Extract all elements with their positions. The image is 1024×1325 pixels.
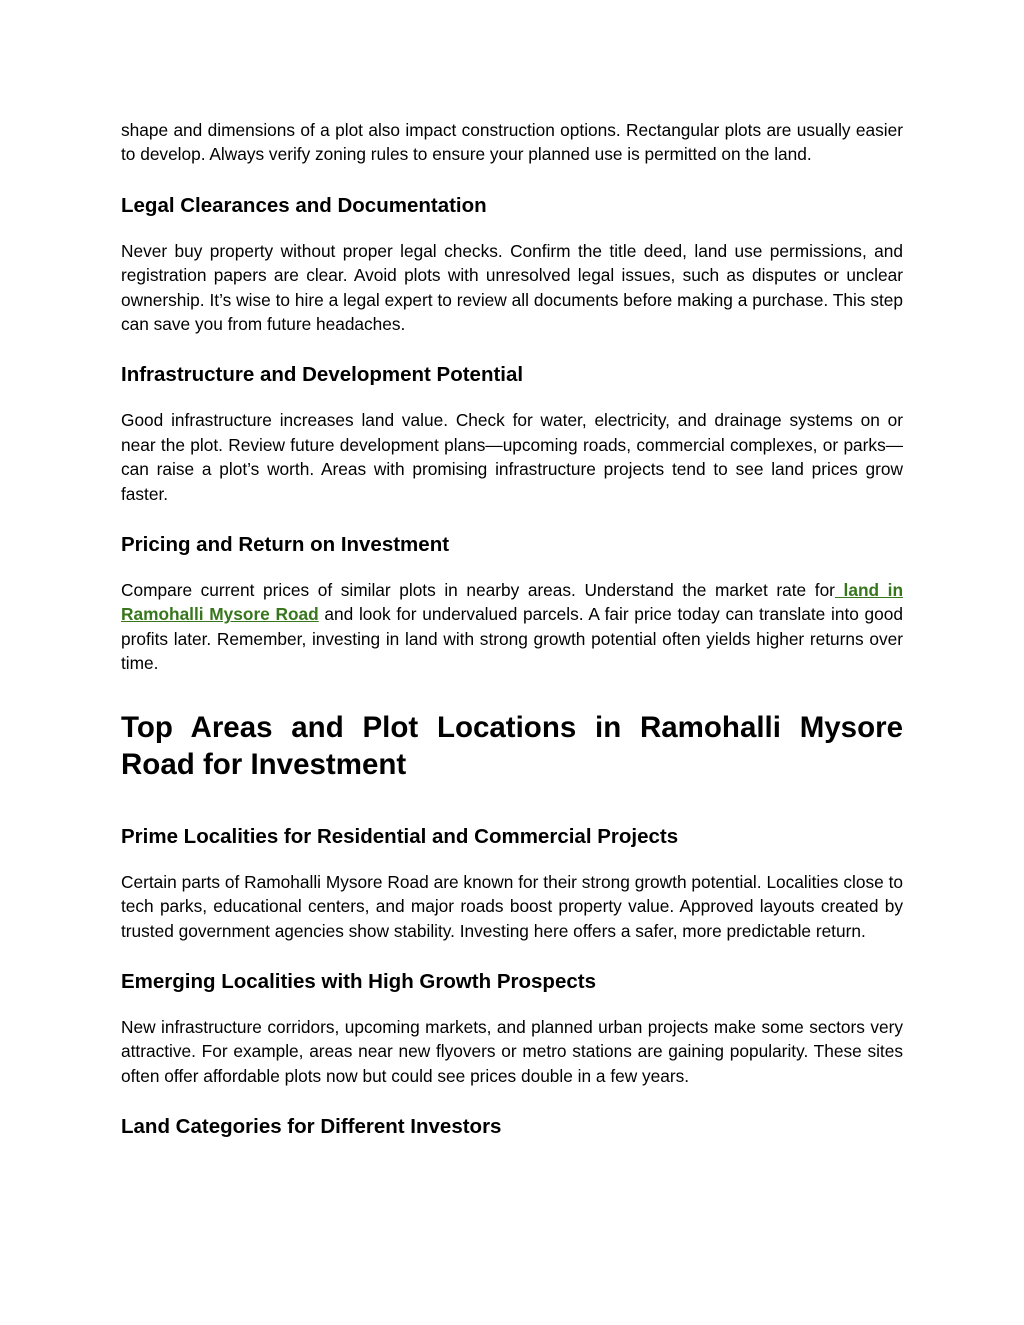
legal-paragraph: Never buy property without proper legal checks. Confirm the title deed, land use permissions, and registration papers are clear. Avoid plots with unresolved legal issues, such as disputes or unclear ownership. It’s wise to hire a legal expert to review all documents before making a purchase. This step can save you from future headaches. — [121, 240, 903, 335]
document-page — [121, 118, 903, 1141]
infrastructure-paragraph: Good infrastructure increases land value. Check for water, electricity, and drainage systems on or near the plot. Review future development plans—upcoming roads, commercial complexes, or parks—can raise a plot’s worth. Areas with promising infrastructure projects tend to see land prices grow faster. — [121, 410, 903, 504]
land-in-ramohalli-link[interactable]: land in Ramohalli Mysore Road — [121, 580, 904, 625]
infrastructure-heading: Infrastructure and Development Potential — [121, 363, 524, 387]
prime-localities-heading: Prime Localities for Residential and Commercial Projects — [121, 824, 679, 848]
pricing-text-after-link: and look for undervalued parcels. A fair price today can translate into good profits later. Remember, investing in land with strong growth potential often yields higher returns over time. — [121, 604, 904, 674]
pricing-heading: Pricing and Return on Investment — [121, 533, 450, 557]
legal-heading: Legal Clearances and Documentation — [121, 193, 487, 217]
prime-localities-paragraph: Certain parts of Ramohalli Mysore Road are known for their strong growth potential. Localities close to tech parks, educational centers, and major roads boost property value. Approved layouts created by trusted government agencies show stability. Investing here offers a safer, more predictable return. — [121, 871, 903, 941]
intro-paragraph: shape and dimensions of a plot also impact construction options. Rectangular plots are usually easier to develop. Always verify zoning rules to ensure your planned use is permitted on the land. — [121, 120, 903, 165]
emerging-localities-paragraph: New infrastructure corridors, upcoming markets, and planned urban projects make some sectors very attractive. For example, areas near new flyovers or metro stations are gaining popularity. These sites often offer affordable plots now but could see prices double in a few years. — [121, 1016, 903, 1086]
pricing-paragraph — [121, 578, 903, 676]
pricing-text-before-link: Compare current prices of similar plots in nearby areas. Understand the market rate for — [121, 580, 835, 601]
top-areas-heading: Top Areas and Plot Locations in Ramohalli Mysore Road for Investment — [121, 710, 903, 782]
emerging-localities-heading: Emerging Localities with High Growth Prospects — [121, 969, 596, 993]
land-categories-heading: Land Categories for Different Investors — [121, 1115, 502, 1139]
